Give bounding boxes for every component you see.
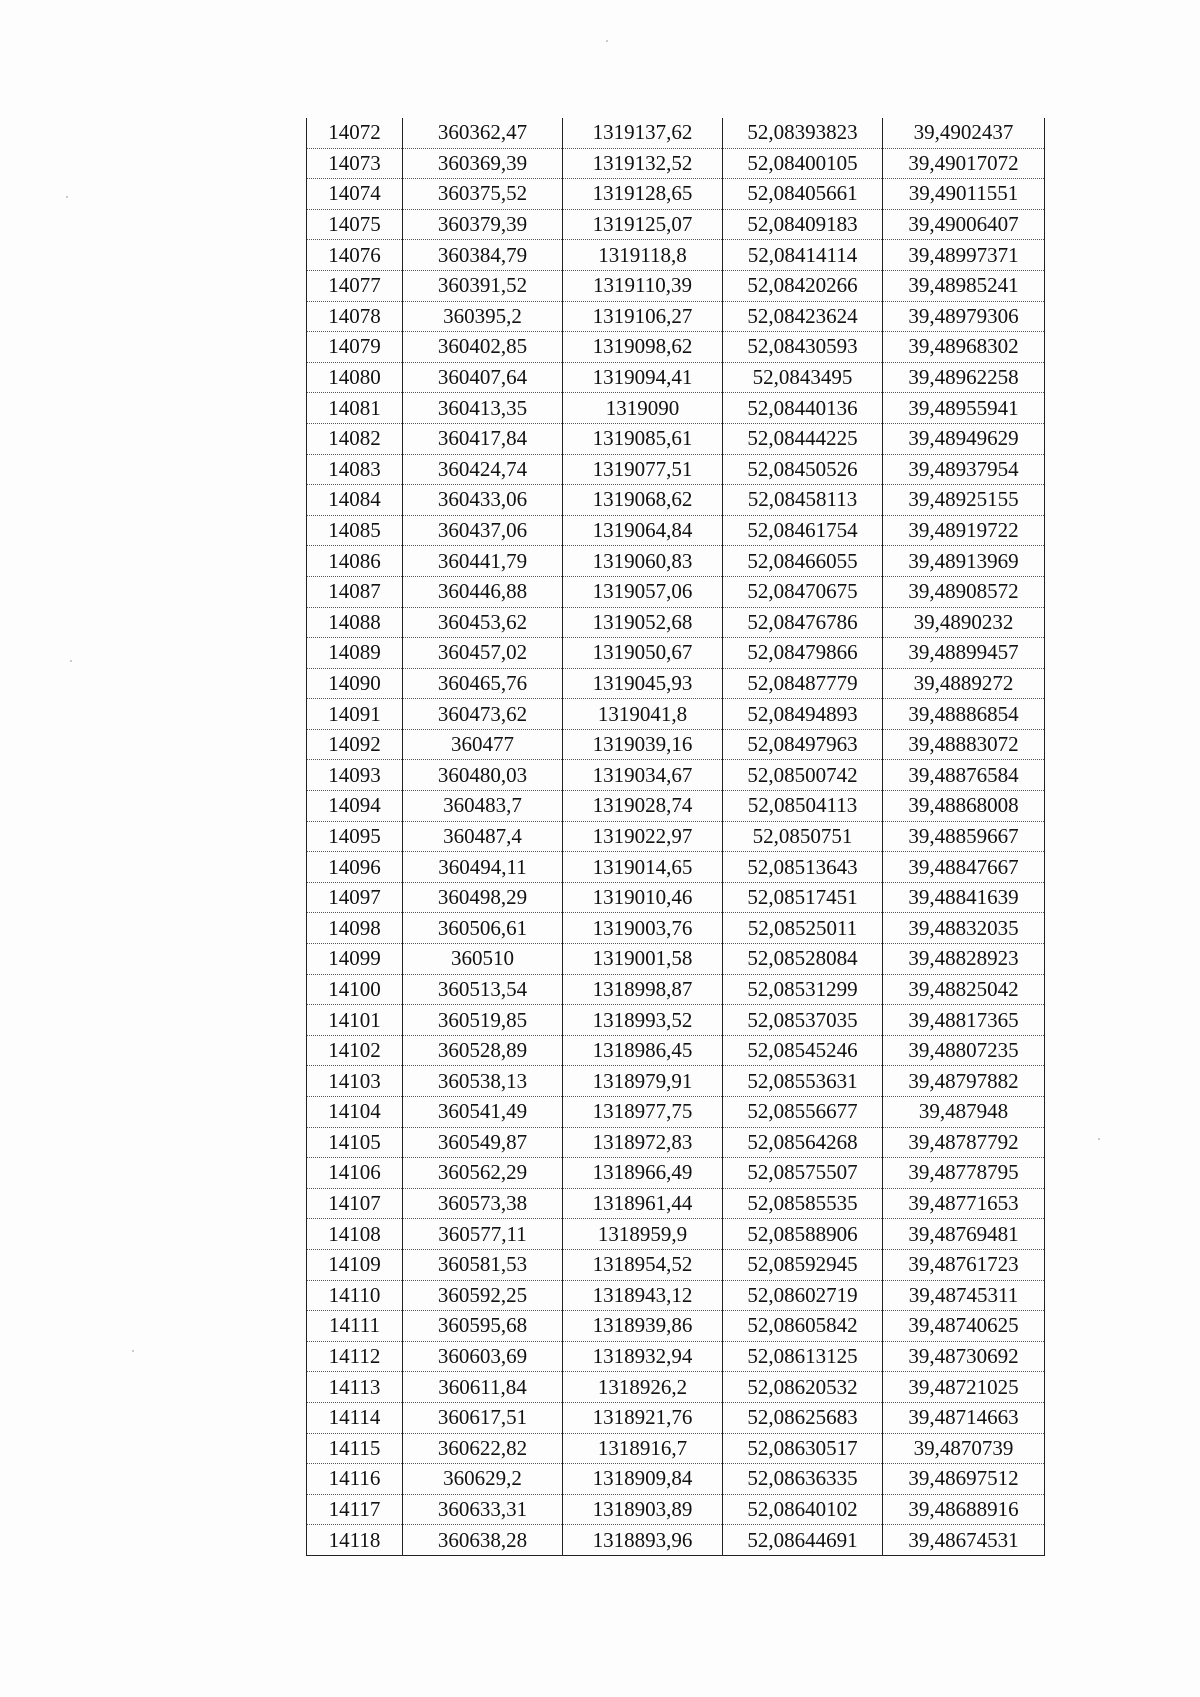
x-coordinate-cell: 360417,84	[403, 423, 563, 454]
x-coordinate-cell: 360577,11	[403, 1219, 563, 1250]
table-row	[307, 1219, 1045, 1250]
x-coordinate-cell: 360633,31	[403, 1494, 563, 1525]
y-coordinate-cell: 1319022,97	[563, 821, 723, 852]
y-coordinate-cell: 1319137,62	[563, 118, 723, 148]
point-number-cell: 14115	[307, 1433, 403, 1464]
point-number-cell: 14091	[307, 699, 403, 730]
latitude-cell: 52,08461754	[723, 515, 883, 546]
x-coordinate-cell: 360480,03	[403, 760, 563, 791]
x-coordinate-cell: 360519,85	[403, 1005, 563, 1036]
point-number-cell: 14084	[307, 485, 403, 516]
x-coordinate-cell: 360638,28	[403, 1525, 563, 1556]
point-number-cell: 14085	[307, 515, 403, 546]
table-row	[307, 362, 1045, 393]
y-coordinate-cell: 1319010,46	[563, 882, 723, 913]
y-coordinate-cell: 1318993,52	[563, 1005, 723, 1036]
y-coordinate-cell: 1318979,91	[563, 1066, 723, 1097]
point-number-cell: 14082	[307, 423, 403, 454]
table-row	[307, 607, 1045, 638]
y-coordinate-cell: 1318909,84	[563, 1464, 723, 1495]
longitude-cell: 39,4889272	[883, 668, 1045, 699]
table-row	[307, 821, 1045, 852]
table-row	[307, 1525, 1045, 1556]
table-row	[307, 974, 1045, 1005]
table-row	[307, 301, 1045, 332]
table-row	[307, 852, 1045, 883]
table-row	[307, 699, 1045, 730]
point-number-cell: 14117	[307, 1494, 403, 1525]
table-row	[307, 240, 1045, 271]
latitude-cell: 52,08640102	[723, 1494, 883, 1525]
x-coordinate-cell: 360457,02	[403, 638, 563, 669]
table-row	[307, 148, 1045, 179]
longitude-cell: 39,48688916	[883, 1494, 1045, 1525]
longitude-cell: 39,48817365	[883, 1005, 1045, 1036]
point-number-cell: 14072	[307, 118, 403, 148]
table-row	[307, 668, 1045, 699]
longitude-cell: 39,48925155	[883, 485, 1045, 516]
longitude-cell: 39,48841639	[883, 882, 1045, 913]
table-row	[307, 913, 1045, 944]
latitude-cell: 52,08620532	[723, 1372, 883, 1403]
table-row	[307, 576, 1045, 607]
y-coordinate-cell: 1319014,65	[563, 852, 723, 883]
latitude-cell: 52,08440136	[723, 393, 883, 424]
y-coordinate-cell: 1318998,87	[563, 974, 723, 1005]
table-row	[307, 729, 1045, 760]
y-coordinate-cell: 1319045,93	[563, 668, 723, 699]
latitude-cell: 52,08444225	[723, 423, 883, 454]
x-coordinate-cell: 360603,69	[403, 1341, 563, 1372]
y-coordinate-cell: 1319001,58	[563, 944, 723, 975]
x-coordinate-cell: 360441,79	[403, 546, 563, 577]
latitude-cell: 52,08537035	[723, 1005, 883, 1036]
point-number-cell: 14108	[307, 1219, 403, 1250]
table-row	[307, 1035, 1045, 1066]
latitude-cell: 52,0850751	[723, 821, 883, 852]
table-row	[307, 393, 1045, 424]
latitude-cell: 52,08517451	[723, 882, 883, 913]
y-coordinate-cell: 1318926,2	[563, 1372, 723, 1403]
latitude-cell: 52,08588906	[723, 1219, 883, 1250]
longitude-cell: 39,48919722	[883, 515, 1045, 546]
table-row	[307, 546, 1045, 577]
latitude-cell: 52,08420266	[723, 270, 883, 301]
point-number-cell: 14088	[307, 607, 403, 638]
point-number-cell: 14086	[307, 546, 403, 577]
latitude-cell: 52,08405661	[723, 179, 883, 210]
y-coordinate-cell: 1318943,12	[563, 1280, 723, 1311]
x-coordinate-cell: 360629,2	[403, 1464, 563, 1495]
longitude-cell: 39,48913969	[883, 546, 1045, 577]
scan-speck	[1098, 1138, 1100, 1140]
longitude-cell: 39,48899457	[883, 638, 1045, 669]
y-coordinate-cell: 1319057,06	[563, 576, 723, 607]
y-coordinate-cell: 1319068,62	[563, 485, 723, 516]
x-coordinate-cell: 360513,54	[403, 974, 563, 1005]
latitude-cell: 52,08400105	[723, 148, 883, 179]
table-row	[307, 423, 1045, 454]
latitude-cell: 52,08466055	[723, 546, 883, 577]
point-number-cell: 14098	[307, 913, 403, 944]
y-coordinate-cell: 1319110,39	[563, 270, 723, 301]
table-row	[307, 944, 1045, 975]
point-number-cell: 14097	[307, 882, 403, 913]
longitude-cell: 39,49017072	[883, 148, 1045, 179]
x-coordinate-cell: 360433,06	[403, 485, 563, 516]
point-number-cell: 14090	[307, 668, 403, 699]
latitude-cell: 52,08525011	[723, 913, 883, 944]
point-number-cell: 14087	[307, 576, 403, 607]
point-number-cell: 14111	[307, 1311, 403, 1342]
point-number-cell: 14092	[307, 729, 403, 760]
longitude-cell: 39,48997371	[883, 240, 1045, 271]
longitude-cell: 39,48797882	[883, 1066, 1045, 1097]
point-number-cell: 14095	[307, 821, 403, 852]
coordinates-table-body	[307, 118, 1045, 1555]
longitude-cell: 39,48778795	[883, 1158, 1045, 1189]
coordinates-table	[306, 118, 1045, 1556]
y-coordinate-cell: 1319060,83	[563, 546, 723, 577]
longitude-cell: 39,487948	[883, 1097, 1045, 1128]
point-number-cell: 14104	[307, 1097, 403, 1128]
longitude-cell: 39,48771653	[883, 1188, 1045, 1219]
table-row	[307, 1433, 1045, 1464]
latitude-cell: 52,08556677	[723, 1097, 883, 1128]
table-row	[307, 1127, 1045, 1158]
y-coordinate-cell: 1319132,52	[563, 148, 723, 179]
scan-speck	[70, 660, 72, 662]
x-coordinate-cell: 360592,25	[403, 1280, 563, 1311]
x-coordinate-cell: 360375,52	[403, 179, 563, 210]
x-coordinate-cell: 360465,76	[403, 668, 563, 699]
x-coordinate-cell: 360407,64	[403, 362, 563, 393]
longitude-cell: 39,48985241	[883, 270, 1045, 301]
x-coordinate-cell: 360413,35	[403, 393, 563, 424]
longitude-cell: 39,4902437	[883, 118, 1045, 148]
table-row	[307, 1097, 1045, 1128]
latitude-cell: 52,08545246	[723, 1035, 883, 1066]
longitude-cell: 39,48886854	[883, 699, 1045, 730]
point-number-cell: 14089	[307, 638, 403, 669]
x-coordinate-cell: 360528,89	[403, 1035, 563, 1066]
point-number-cell: 14103	[307, 1066, 403, 1097]
x-coordinate-cell: 360453,62	[403, 607, 563, 638]
y-coordinate-cell: 1319090	[563, 393, 723, 424]
x-coordinate-cell: 360581,53	[403, 1249, 563, 1280]
latitude-cell: 52,08497963	[723, 729, 883, 760]
point-number-cell: 14112	[307, 1341, 403, 1372]
latitude-cell: 52,08636335	[723, 1464, 883, 1495]
longitude-cell: 39,48714663	[883, 1402, 1045, 1433]
table-row	[307, 485, 1045, 516]
y-coordinate-cell: 1319064,84	[563, 515, 723, 546]
scan-speck	[66, 196, 68, 198]
longitude-cell: 39,4870739	[883, 1433, 1045, 1464]
longitude-cell: 39,48955941	[883, 393, 1045, 424]
y-coordinate-cell: 1318916,7	[563, 1433, 723, 1464]
latitude-cell: 52,08487779	[723, 668, 883, 699]
longitude-cell: 39,48908572	[883, 576, 1045, 607]
y-coordinate-cell: 1319003,76	[563, 913, 723, 944]
y-coordinate-cell: 1319034,67	[563, 760, 723, 791]
point-number-cell: 14080	[307, 362, 403, 393]
longitude-cell: 39,48979306	[883, 301, 1045, 332]
point-number-cell: 14075	[307, 209, 403, 240]
point-number-cell: 14094	[307, 791, 403, 822]
point-number-cell: 14083	[307, 454, 403, 485]
y-coordinate-cell: 1319077,51	[563, 454, 723, 485]
point-number-cell: 14081	[307, 393, 403, 424]
table-row	[307, 760, 1045, 791]
table-row	[307, 1066, 1045, 1097]
table-row	[307, 179, 1045, 210]
longitude-cell: 39,4890232	[883, 607, 1045, 638]
longitude-cell: 39,49011551	[883, 179, 1045, 210]
longitude-cell: 39,48859667	[883, 821, 1045, 852]
x-coordinate-cell: 360541,49	[403, 1097, 563, 1128]
latitude-cell: 52,08602719	[723, 1280, 883, 1311]
latitude-cell: 52,08504113	[723, 791, 883, 822]
table-row	[307, 882, 1045, 913]
longitude-cell: 39,48745311	[883, 1280, 1045, 1311]
y-coordinate-cell: 1319052,68	[563, 607, 723, 638]
longitude-cell: 39,48832035	[883, 913, 1045, 944]
longitude-cell: 39,48674531	[883, 1525, 1045, 1556]
point-number-cell: 14100	[307, 974, 403, 1005]
latitude-cell: 52,08605842	[723, 1311, 883, 1342]
latitude-cell: 52,08430593	[723, 332, 883, 363]
longitude-cell: 39,48962258	[883, 362, 1045, 393]
x-coordinate-cell: 360549,87	[403, 1127, 563, 1158]
x-coordinate-cell: 360538,13	[403, 1066, 563, 1097]
longitude-cell: 39,48740625	[883, 1311, 1045, 1342]
longitude-cell: 39,48828923	[883, 944, 1045, 975]
latitude-cell: 52,08553631	[723, 1066, 883, 1097]
y-coordinate-cell: 1319039,16	[563, 729, 723, 760]
x-coordinate-cell: 360424,74	[403, 454, 563, 485]
latitude-cell: 52,0843495	[723, 362, 883, 393]
longitude-cell: 39,48697512	[883, 1464, 1045, 1495]
point-number-cell: 14101	[307, 1005, 403, 1036]
y-coordinate-cell: 1318932,94	[563, 1341, 723, 1372]
x-coordinate-cell: 360391,52	[403, 270, 563, 301]
latitude-cell: 52,08393823	[723, 118, 883, 148]
y-coordinate-cell: 1319041,8	[563, 699, 723, 730]
point-number-cell: 14109	[307, 1249, 403, 1280]
table-row	[307, 791, 1045, 822]
table-row	[307, 1464, 1045, 1495]
y-coordinate-cell: 1319050,67	[563, 638, 723, 669]
x-coordinate-cell: 360379,39	[403, 209, 563, 240]
x-coordinate-cell: 360510	[403, 944, 563, 975]
latitude-cell: 52,08585535	[723, 1188, 883, 1219]
latitude-cell: 52,08476786	[723, 607, 883, 638]
table-row	[307, 515, 1045, 546]
x-coordinate-cell: 360483,7	[403, 791, 563, 822]
point-number-cell: 14079	[307, 332, 403, 363]
longitude-cell: 39,48949629	[883, 423, 1045, 454]
table-row	[307, 1249, 1045, 1280]
point-number-cell: 14114	[307, 1402, 403, 1433]
latitude-cell: 52,08564268	[723, 1127, 883, 1158]
latitude-cell: 52,08414114	[723, 240, 883, 271]
table-row	[307, 1341, 1045, 1372]
point-number-cell: 14099	[307, 944, 403, 975]
longitude-cell: 39,49006407	[883, 209, 1045, 240]
latitude-cell: 52,08458113	[723, 485, 883, 516]
table-row	[307, 1280, 1045, 1311]
table-row	[307, 1494, 1045, 1525]
x-coordinate-cell: 360437,06	[403, 515, 563, 546]
longitude-cell: 39,48769481	[883, 1219, 1045, 1250]
x-coordinate-cell: 360617,51	[403, 1402, 563, 1433]
latitude-cell: 52,08500742	[723, 760, 883, 791]
latitude-cell: 52,08423624	[723, 301, 883, 332]
point-number-cell: 14093	[307, 760, 403, 791]
y-coordinate-cell: 1319085,61	[563, 423, 723, 454]
y-coordinate-cell: 1319028,74	[563, 791, 723, 822]
table-row	[307, 1005, 1045, 1036]
x-coordinate-cell: 360446,88	[403, 576, 563, 607]
x-coordinate-cell: 360498,29	[403, 882, 563, 913]
table-row	[307, 454, 1045, 485]
latitude-cell: 52,08592945	[723, 1249, 883, 1280]
point-number-cell: 14107	[307, 1188, 403, 1219]
longitude-cell: 39,48787792	[883, 1127, 1045, 1158]
latitude-cell: 52,08528084	[723, 944, 883, 975]
longitude-cell: 39,48968302	[883, 332, 1045, 363]
x-coordinate-cell: 360562,29	[403, 1158, 563, 1189]
y-coordinate-cell: 1318961,44	[563, 1188, 723, 1219]
y-coordinate-cell: 1319118,8	[563, 240, 723, 271]
y-coordinate-cell: 1319094,41	[563, 362, 723, 393]
table-row	[307, 332, 1045, 363]
y-coordinate-cell: 1318959,9	[563, 1219, 723, 1250]
y-coordinate-cell: 1318977,75	[563, 1097, 723, 1128]
point-number-cell: 14073	[307, 148, 403, 179]
longitude-cell: 39,48825042	[883, 974, 1045, 1005]
x-coordinate-cell: 360506,61	[403, 913, 563, 944]
scan-speck	[132, 1350, 134, 1352]
longitude-cell: 39,48847667	[883, 852, 1045, 883]
point-number-cell: 14078	[307, 301, 403, 332]
latitude-cell: 52,08613125	[723, 1341, 883, 1372]
latitude-cell: 52,08575507	[723, 1158, 883, 1189]
latitude-cell: 52,08513643	[723, 852, 883, 883]
x-coordinate-cell: 360384,79	[403, 240, 563, 271]
x-coordinate-cell: 360595,68	[403, 1311, 563, 1342]
latitude-cell: 52,08630517	[723, 1433, 883, 1464]
point-number-cell: 14110	[307, 1280, 403, 1311]
y-coordinate-cell: 1318921,76	[563, 1402, 723, 1433]
y-coordinate-cell: 1318893,96	[563, 1525, 723, 1556]
x-coordinate-cell: 360369,39	[403, 148, 563, 179]
y-coordinate-cell: 1318986,45	[563, 1035, 723, 1066]
table-row	[307, 1158, 1045, 1189]
table-row	[307, 209, 1045, 240]
point-number-cell: 14102	[307, 1035, 403, 1066]
latitude-cell: 52,08494893	[723, 699, 883, 730]
x-coordinate-cell: 360395,2	[403, 301, 563, 332]
y-coordinate-cell: 1318903,89	[563, 1494, 723, 1525]
longitude-cell: 39,48730692	[883, 1341, 1045, 1372]
y-coordinate-cell: 1319098,62	[563, 332, 723, 363]
latitude-cell: 52,08409183	[723, 209, 883, 240]
latitude-cell: 52,08470675	[723, 576, 883, 607]
latitude-cell: 52,08450526	[723, 454, 883, 485]
x-coordinate-cell: 360362,47	[403, 118, 563, 148]
point-number-cell: 14076	[307, 240, 403, 271]
y-coordinate-cell: 1318972,83	[563, 1127, 723, 1158]
x-coordinate-cell: 360402,85	[403, 332, 563, 363]
table-row	[307, 1311, 1045, 1342]
latitude-cell: 52,08531299	[723, 974, 883, 1005]
point-number-cell: 14096	[307, 852, 403, 883]
point-number-cell: 14105	[307, 1127, 403, 1158]
y-coordinate-cell: 1318966,49	[563, 1158, 723, 1189]
x-coordinate-cell: 360487,4	[403, 821, 563, 852]
scan-speck	[606, 40, 608, 42]
point-number-cell: 14113	[307, 1372, 403, 1403]
y-coordinate-cell: 1318954,52	[563, 1249, 723, 1280]
point-number-cell: 14077	[307, 270, 403, 301]
table-row	[307, 118, 1045, 148]
point-number-cell: 14116	[307, 1464, 403, 1495]
x-coordinate-cell: 360622,82	[403, 1433, 563, 1464]
longitude-cell: 39,48876584	[883, 760, 1045, 791]
x-coordinate-cell: 360473,62	[403, 699, 563, 730]
point-number-cell: 14106	[307, 1158, 403, 1189]
x-coordinate-cell: 360494,11	[403, 852, 563, 883]
table-row	[307, 1372, 1045, 1403]
x-coordinate-cell: 360573,38	[403, 1188, 563, 1219]
point-number-cell: 14118	[307, 1525, 403, 1556]
longitude-cell: 39,48807235	[883, 1035, 1045, 1066]
latitude-cell: 52,08625683	[723, 1402, 883, 1433]
y-coordinate-cell: 1319128,65	[563, 179, 723, 210]
longitude-cell: 39,48883072	[883, 729, 1045, 760]
longitude-cell: 39,48868008	[883, 791, 1045, 822]
longitude-cell: 39,48761723	[883, 1249, 1045, 1280]
table-row	[307, 270, 1045, 301]
latitude-cell: 52,08479866	[723, 638, 883, 669]
x-coordinate-cell: 360477	[403, 729, 563, 760]
table-row	[307, 638, 1045, 669]
y-coordinate-cell: 1318939,86	[563, 1311, 723, 1342]
table-row	[307, 1188, 1045, 1219]
point-number-cell: 14074	[307, 179, 403, 210]
y-coordinate-cell: 1319125,07	[563, 209, 723, 240]
y-coordinate-cell: 1319106,27	[563, 301, 723, 332]
table-row	[307, 1402, 1045, 1433]
x-coordinate-cell: 360611,84	[403, 1372, 563, 1403]
longitude-cell: 39,48937954	[883, 454, 1045, 485]
latitude-cell: 52,08644691	[723, 1525, 883, 1556]
longitude-cell: 39,48721025	[883, 1372, 1045, 1403]
